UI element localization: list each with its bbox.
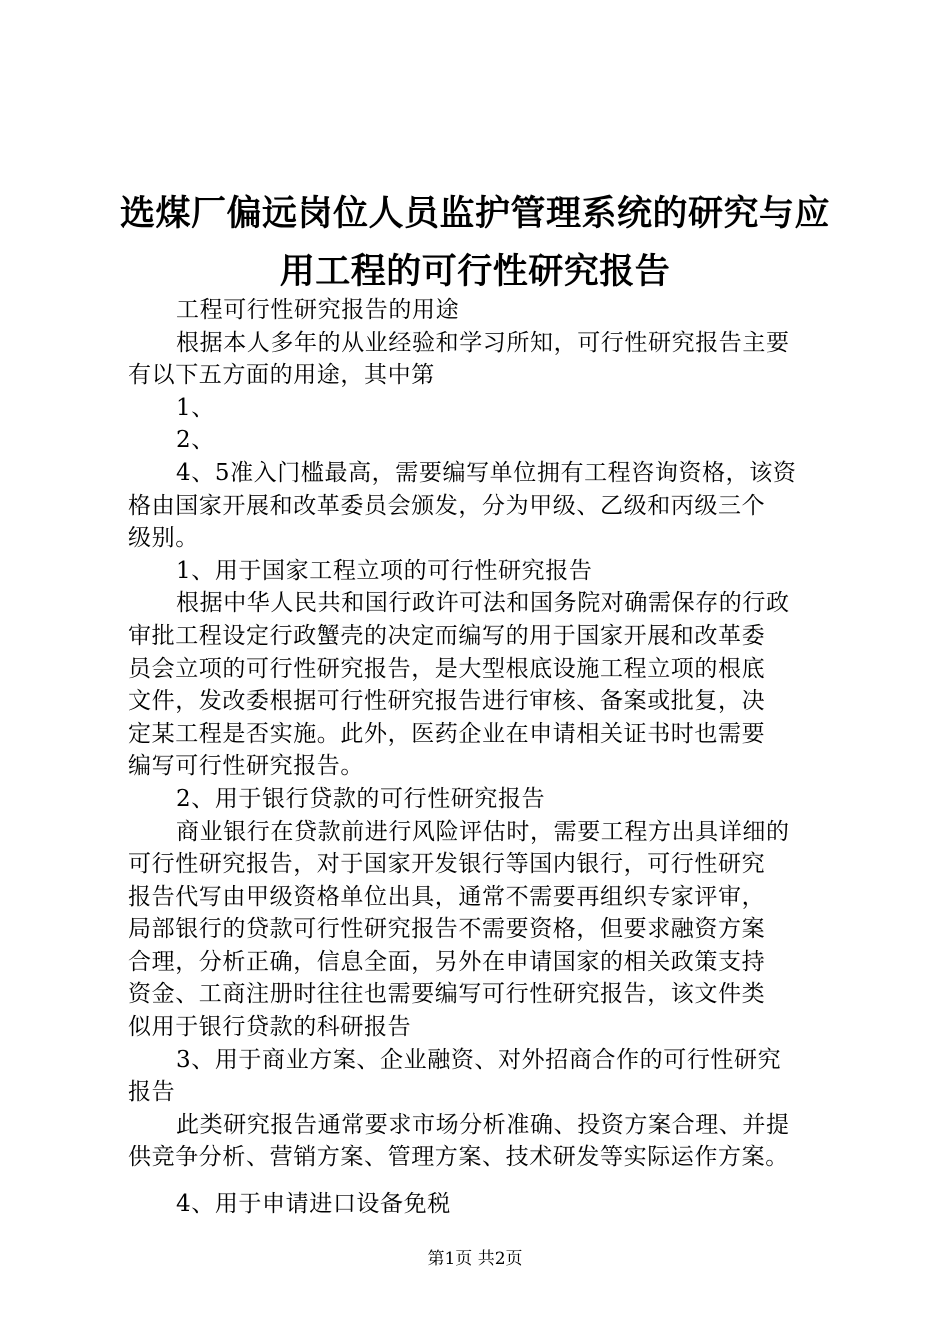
paragraph-line: 局部银行的贷款可行性研究报告不需要资格，但要求融资方案 (128, 916, 766, 943)
paragraph-line: 资金、工商注册时往往也需要编写可行性研究报告，该文件类 (128, 981, 766, 1008)
paragraph-line: 有以下五方面的用途，其中第 (128, 362, 435, 389)
paragraph-line: 编写可行性研究报告。 (128, 753, 364, 780)
section-heading: 2、用于银行贷款的可行性研究报告 (176, 785, 546, 812)
section-heading: 4、用于申请进口设备免税 (176, 1191, 451, 1218)
section-heading: 1、用于国家工程立项的可行性研究报告 (176, 557, 593, 584)
paragraph-line: 似用于银行贷款的科研报告 (128, 1014, 412, 1041)
paragraph-line: 合理，分析正确，信息全面，另外在申请国家的相关政策支持 (128, 948, 766, 975)
paragraph-line: 文件，发改委根据可行性研究报告进行审核、备案或批复，决 (128, 688, 766, 715)
paragraph-line: 级别。 (128, 525, 199, 552)
section-heading-continued: 报告 (128, 1079, 176, 1106)
paragraph-line: 定某工程是否实施。此外，医药企业在申请相关证书时也需要 (128, 720, 766, 747)
document-title-line-1: 选煤厂偏远岗位人员监护管理系统的研究与应 (119, 193, 830, 234)
section-heading: 工程可行性研究报告的用途 (176, 297, 460, 323)
paragraph-line: 审批工程设定行政蟹壳的决定而编写的用于国家开展和改革委 (128, 622, 766, 649)
paragraph-line: 根据中华人民共和国行政许可法和国务院对确需保存的行政 (176, 590, 790, 617)
paragraph-line: 格由国家开展和改革委员会颁发，分为甲级、乙级和丙级三个 (128, 492, 766, 519)
page-footer: 第1页 共2页 (427, 1249, 523, 1269)
document-body (128, 294, 840, 1221)
document-title-line-2: 用工程的可行性研究报告 (279, 251, 671, 292)
list-item: 1、 (176, 394, 215, 421)
paragraph-line: 商业银行在贷款前进行风险评估时，需要工程方出具详细的 (176, 818, 790, 845)
paragraph-line: 此类研究报告通常要求市场分析准确、投资方案合理、并提 (176, 1111, 790, 1138)
paragraph-line: 4、5准入门槛最高，需要编写单位拥有工程咨询资格，该资 (176, 459, 797, 486)
section-heading: 3、用于商业方案、企业融资、对外招商合作的可行性研究 (176, 1046, 782, 1073)
paragraph-line: 根据本人多年的从业经验和学习所知，可行性研究报告主要 (176, 329, 790, 356)
paragraph-line: 供竞争分析、营销方案、管理方案、技术研发等实际运作方案。 (128, 1144, 789, 1171)
paragraph-line: 可行性研究报告，对于国家开发银行等国内银行，可行性研究 (128, 851, 766, 878)
list-item: 2、 (176, 427, 215, 454)
paragraph-line: 报告代写由甲级资格单位出具，通常不需要再组织专家评审， (128, 883, 766, 910)
paragraph-line: 员会立项的可行性研究报告，是大型根底设施工程立项的根底 (128, 655, 766, 682)
